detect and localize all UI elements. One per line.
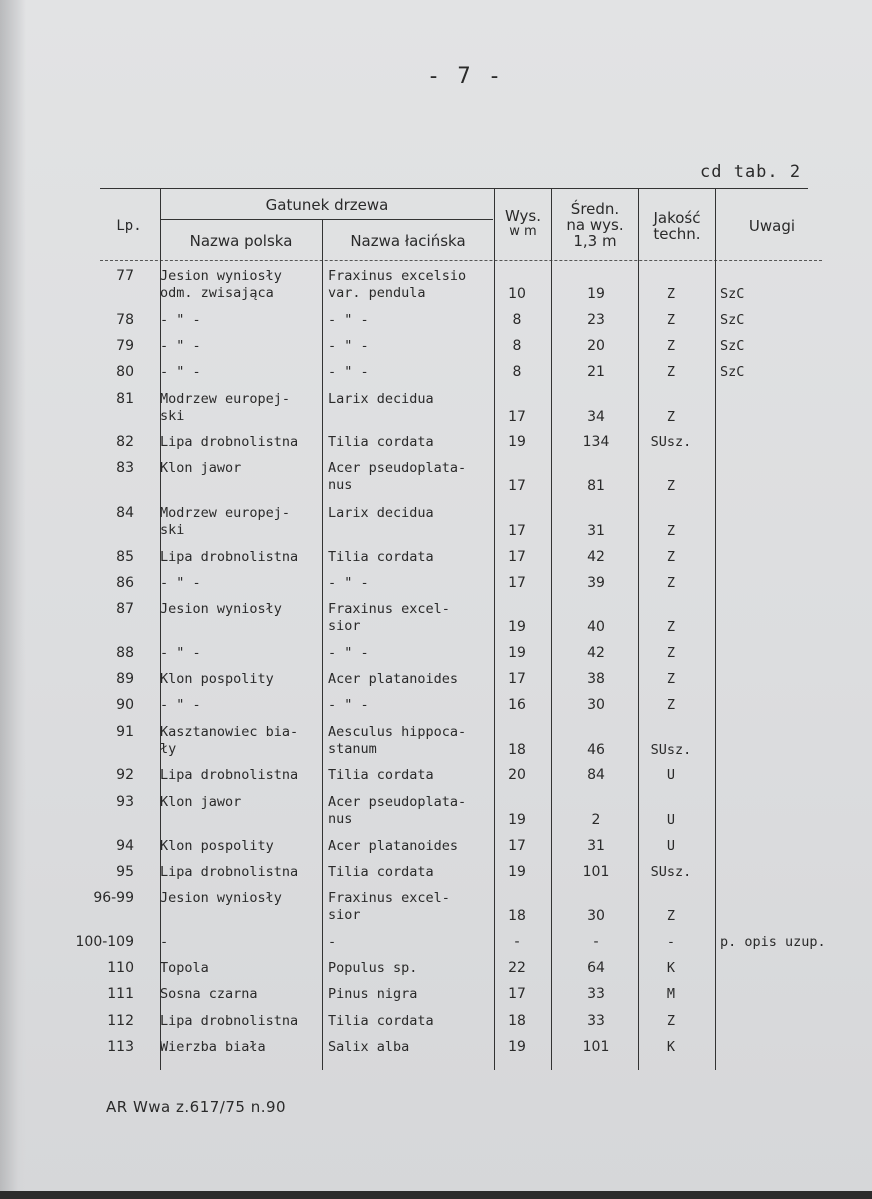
latin-name: Populus sp. xyxy=(328,960,418,976)
polish-name: Lipa drobnolistna xyxy=(160,1013,299,1029)
height-value: 17 xyxy=(508,409,526,425)
diameter-value: 30 xyxy=(587,697,605,713)
quality-value: Z xyxy=(666,549,676,565)
header-diameter-line3: 1,3 m xyxy=(573,232,617,250)
quality-value: SUsz. xyxy=(650,864,692,880)
remarks-value: SzC xyxy=(720,338,745,354)
header-diameter-line1: Średn. xyxy=(570,200,620,218)
quality-value: K xyxy=(666,1039,676,1055)
row-number: 87 xyxy=(116,601,134,617)
polish-name: - " - xyxy=(160,338,201,354)
polish-name: Lipa drobnolistna xyxy=(160,549,299,565)
diameter-value: 21 xyxy=(587,364,605,380)
polish-name: - " - xyxy=(160,312,201,328)
footer-reference: AR Wwa z.617/75 n.90 xyxy=(106,1098,287,1116)
column-divider-polish xyxy=(322,219,323,1070)
header-lp: Lp. xyxy=(116,218,142,234)
row-number: 84 xyxy=(116,505,134,521)
height-value: 19 xyxy=(508,619,526,635)
polish-name: Lipa drobnolistna xyxy=(160,434,299,450)
latin-name-continued: nus xyxy=(328,811,353,827)
species-subheader-rule xyxy=(160,219,493,220)
diameter-value: 20 xyxy=(587,338,605,354)
row-number: 92 xyxy=(116,767,134,783)
polish-name: Klon pospolity xyxy=(160,838,274,854)
quality-value: Z xyxy=(666,409,676,425)
latin-name: - xyxy=(328,934,337,950)
latin-name: Tilia cordata xyxy=(328,549,434,565)
polish-name: Modrzew europej- xyxy=(160,505,291,521)
quality-value: Z xyxy=(666,908,676,924)
latin-name: Fraxinus excelsio xyxy=(328,268,467,284)
header-quality-line2: techn. xyxy=(653,225,701,243)
row-number: 86 xyxy=(116,575,134,591)
diameter-value: 31 xyxy=(587,523,605,539)
height-value: 17 xyxy=(508,478,526,494)
quality-value: Z xyxy=(666,697,676,713)
diameter-value: 101 xyxy=(582,864,610,880)
table-continuation-label: cd tab. 2 xyxy=(700,162,802,182)
latin-name: Pinus nigra xyxy=(328,986,418,1002)
latin-name: Tilia cordata xyxy=(328,1013,434,1029)
header-height-line1: Wys. xyxy=(504,207,542,225)
latin-name-continued: nus xyxy=(328,477,353,493)
quality-value: Z xyxy=(666,645,676,661)
polish-name: Klon jawor xyxy=(160,794,242,810)
polish-name: - " - xyxy=(160,364,201,380)
diameter-value: 39 xyxy=(587,575,605,591)
height-value: 20 xyxy=(508,767,526,783)
polish-name: Kasztanowiec bia- xyxy=(160,724,299,740)
quality-value: U xyxy=(666,812,676,828)
polish-name-continued: ski xyxy=(160,408,185,424)
latin-name: - " - xyxy=(328,697,369,713)
latin-name: - " - xyxy=(328,645,369,661)
diameter-value: 38 xyxy=(587,671,605,687)
height-value: 8 xyxy=(512,312,522,328)
header-bottom-rule xyxy=(100,260,822,261)
remarks-value: SzC xyxy=(720,312,745,328)
polish-name: Jesion wyniosły xyxy=(160,268,282,284)
latin-name-continued: stanum xyxy=(328,741,377,757)
diameter-value: 2 xyxy=(591,812,601,828)
header-polish-name: Nazwa polska xyxy=(189,232,293,250)
header-quality xyxy=(640,210,714,242)
diameter-value: 33 xyxy=(587,1013,605,1029)
diameter-value: 40 xyxy=(587,619,605,635)
height-value: 17 xyxy=(508,838,526,854)
quality-value: Z xyxy=(666,575,676,591)
header-height xyxy=(496,208,550,240)
quality-value: K xyxy=(666,960,676,976)
row-number: 77 xyxy=(116,268,134,284)
latin-name: Acer platanoides xyxy=(328,671,459,687)
column-divider-diameter xyxy=(638,188,639,1070)
header-latin-name: Nazwa łacińska xyxy=(350,232,466,250)
height-value: 19 xyxy=(508,812,526,828)
height-value: 17 xyxy=(508,986,526,1002)
row-number: 113 xyxy=(107,1039,134,1055)
header-remarks: Uwagi xyxy=(748,217,796,235)
quality-value: Z xyxy=(666,312,676,328)
row-number: 111 xyxy=(107,986,134,1002)
height-value: 10 xyxy=(508,286,526,302)
polish-name: Modrzew europej- xyxy=(160,391,291,407)
header-diameter-line2: na wys. xyxy=(566,216,624,234)
quality-value: Z xyxy=(666,364,676,380)
latin-name: - " - xyxy=(328,312,369,328)
row-number: 100-109 xyxy=(75,934,134,950)
quality-value: Z xyxy=(666,619,676,635)
height-value: 8 xyxy=(512,364,522,380)
diameter-value: 42 xyxy=(587,645,605,661)
quality-value: SUsz. xyxy=(650,742,692,758)
polish-name-continued: odm. zwisająca xyxy=(160,285,274,301)
quality-value: Z xyxy=(666,523,676,539)
column-divider-height xyxy=(551,188,552,1070)
quality-value: Z xyxy=(666,478,676,494)
latin-name: Tilia cordata xyxy=(328,864,434,880)
latin-name: Fraxinus excel- xyxy=(328,601,450,617)
column-divider-latin xyxy=(494,188,495,1070)
latin-name: Acer platanoides xyxy=(328,838,459,854)
row-number: 88 xyxy=(116,645,134,661)
polish-name: Jesion wyniosły xyxy=(160,890,282,906)
latin-name: - " - xyxy=(328,575,369,591)
diameter-value: 42 xyxy=(587,549,605,565)
row-number: 78 xyxy=(116,312,134,328)
height-value: 18 xyxy=(508,742,526,758)
quality-value: Z xyxy=(666,338,676,354)
quality-value: SUsz. xyxy=(650,434,692,450)
polish-name: Klon jawor xyxy=(160,460,242,476)
polish-name: - " - xyxy=(160,645,201,661)
diameter-value: 30 xyxy=(587,908,605,924)
latin-name-continued: sior xyxy=(328,618,361,634)
polish-name: - xyxy=(160,934,169,950)
latin-name: Larix decidua xyxy=(328,505,434,521)
column-divider-quality xyxy=(715,188,716,1070)
height-value: 19 xyxy=(508,434,526,450)
quality-value: - xyxy=(666,934,676,950)
height-value: 18 xyxy=(508,908,526,924)
latin-name-continued: var. pendula xyxy=(328,285,426,301)
latin-name: Fraxinus excel- xyxy=(328,890,450,906)
diameter-value: 134 xyxy=(582,434,610,450)
remarks-value: SzC xyxy=(720,364,745,380)
polish-name: Jesion wyniosły xyxy=(160,601,282,617)
page-number: - 7 - xyxy=(426,64,504,89)
height-value: 19 xyxy=(508,864,526,880)
row-number: 80 xyxy=(116,364,134,380)
polish-name: Topola xyxy=(160,960,209,976)
diameter-value: 81 xyxy=(587,478,605,494)
height-value: 18 xyxy=(508,1013,526,1029)
quality-value: U xyxy=(666,767,676,783)
row-number: 83 xyxy=(116,460,134,476)
header-diameter xyxy=(553,201,637,249)
height-value: 8 xyxy=(512,338,522,354)
row-number: 81 xyxy=(116,391,134,407)
polish-name: Lipa drobnolistna xyxy=(160,767,299,783)
polish-name: Sosna czarna xyxy=(160,986,258,1002)
height-value: - xyxy=(514,934,520,950)
latin-name: Acer pseudoplata- xyxy=(328,460,467,476)
latin-name: Larix decidua xyxy=(328,391,434,407)
scan-bottom-edge xyxy=(0,1191,872,1199)
row-number: 110 xyxy=(107,960,134,976)
quality-value: Z xyxy=(666,286,676,302)
latin-name-continued: sior xyxy=(328,907,361,923)
height-value: 16 xyxy=(508,697,526,713)
diameter-value: 19 xyxy=(587,286,605,302)
latin-name: - " - xyxy=(328,364,369,380)
height-value: 17 xyxy=(508,671,526,687)
row-number: 96-99 xyxy=(93,890,134,906)
height-value: 19 xyxy=(508,645,526,661)
polish-name-continued: ły xyxy=(160,741,177,757)
row-number: 94 xyxy=(116,838,134,854)
row-number: 93 xyxy=(116,794,134,810)
row-number: 91 xyxy=(116,724,134,740)
quality-value: U xyxy=(666,838,676,854)
height-value: 17 xyxy=(508,575,526,591)
diameter-value: 64 xyxy=(587,960,605,976)
polish-name-continued: ski xyxy=(160,522,185,538)
latin-name: - " - xyxy=(328,338,369,354)
height-value: 22 xyxy=(508,960,526,976)
polish-name: Lipa drobnolistna xyxy=(160,864,299,880)
polish-name: - " - xyxy=(160,575,201,591)
table-top-rule xyxy=(100,188,808,189)
row-number: 79 xyxy=(116,338,134,354)
polish-name: Wierzba biała xyxy=(160,1039,266,1055)
diameter-value: 84 xyxy=(587,767,605,783)
latin-name: Acer pseudoplata- xyxy=(328,794,467,810)
quality-value: Z xyxy=(666,671,676,687)
header-quality-line1: Jakość xyxy=(653,209,701,227)
height-value: 17 xyxy=(508,549,526,565)
height-value: 19 xyxy=(508,1039,526,1055)
diameter-value: 31 xyxy=(587,838,605,854)
quality-value: M xyxy=(666,986,676,1002)
latin-name: Salix alba xyxy=(328,1039,410,1055)
diameter-value: - xyxy=(593,934,599,950)
polish-name: - " - xyxy=(160,697,201,713)
row-number: 85 xyxy=(116,549,134,565)
latin-name: Aesculus hippoca- xyxy=(328,724,467,740)
row-number: 95 xyxy=(116,864,134,880)
diameter-value: 23 xyxy=(587,312,605,328)
latin-name: Tilia cordata xyxy=(328,767,434,783)
latin-name: Tilia cordata xyxy=(328,434,434,450)
row-number: 89 xyxy=(116,671,134,687)
diameter-value: 34 xyxy=(587,409,605,425)
height-value: 17 xyxy=(508,523,526,539)
polish-name: Klon pospolity xyxy=(160,671,274,687)
remarks-value: p. opis uzup. xyxy=(720,934,826,950)
row-number: 90 xyxy=(116,697,134,713)
row-number: 82 xyxy=(116,434,134,450)
row-number: 112 xyxy=(107,1013,134,1029)
header-height-line2: w m xyxy=(509,224,537,239)
diameter-value: 33 xyxy=(587,986,605,1002)
header-species: Gatunek drzewa xyxy=(265,196,389,214)
scan-edge-shadow xyxy=(0,0,26,1199)
diameter-value: 101 xyxy=(582,1039,610,1055)
remarks-value: SzC xyxy=(720,286,745,302)
quality-value: Z xyxy=(666,1013,676,1029)
diameter-value: 46 xyxy=(587,742,605,758)
